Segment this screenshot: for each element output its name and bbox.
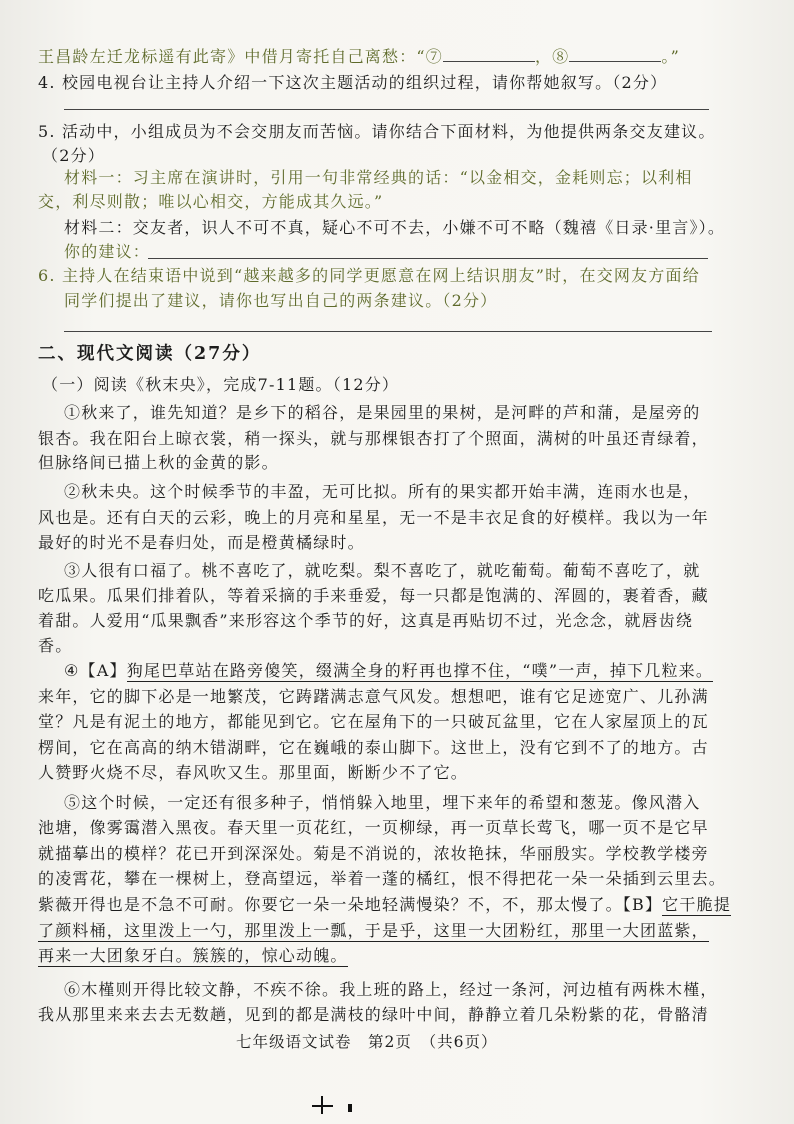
underlined-sentence-a: 狗尾巴草站在路旁傻笑，缀满全身的籽再也撑不住，“噗”一声，掉下几粒来。 — [126, 661, 714, 680]
registration-mark-dot — [348, 1104, 352, 1112]
underlined-sentence-b-mid: 了颜料桶，这里泼上一勺，那里泼上一瓢，于是乎，这里一大团粉红，那里一大团蓝紫， — [38, 921, 709, 940]
q3-text-c: 。” — [661, 47, 680, 66]
material-1-line-1: 材料一：习主席在演讲时，引用一句非常经典的话：“以金相交，金耗则忘；以利相 — [64, 168, 693, 187]
para-4-line-5: 人赞野火烧不尽，春风吹又生。那里面，断断少不了它。 — [38, 763, 469, 782]
para-1-line-1: ①秋来了，谁先知道？是乡下的稻谷，是果园里的果树，是河畔的芦和蒲，是屋旁的 — [64, 403, 701, 422]
answer-line-q4[interactable] — [64, 109, 709, 110]
para-5-line-5: 紫薇开得也是不急不可耐。你要它一朵一朵地轻满慢染？不，不，那太慢了。【B】它干脆提 — [38, 895, 731, 914]
para-5-line-4: 的凌霄花，攀在一棵树上，登高望远，举着一蓬的橘红，恨不得把花一朵一朵插到云里去。 — [38, 869, 727, 888]
question-6-line-1: 6. 主持人在结束语中说到“越来越多的同学更愿意在网上结识朋友”时，在交网友方面给 — [38, 266, 700, 285]
para-2-line-1: ②秋未央。这个时候季节的丰盈，无可比拟。所有的果实都开始丰满，连雨水也是， — [64, 482, 701, 501]
page-footer: 七年级语文试卷 第2页 （共6页） — [236, 1033, 498, 1051]
registration-mark-vertical — [321, 1096, 323, 1114]
para-5-line-7 — [38, 945, 348, 967]
question-6-line-2: 同学们提出了建议，请你也写出自己的两条建议。（2分） — [64, 291, 498, 310]
para-3-line-4: 香。 — [38, 636, 73, 655]
section-2-heading: 二、现代文阅读（27分） — [38, 344, 262, 364]
para-2-line-2: 风也是。还有白天的云彩，晚上的月亮和星星，无一不是丰衣足食的好模样。我以为一年 — [38, 508, 709, 527]
suggestion-label: 你的建议： — [64, 242, 151, 261]
material-1-line-2: 交，利尽则散；唯以心相交，方能成其久远。” — [38, 192, 384, 211]
para-6-line-2: 我从那里来来去去无数趟，见到的都是满枝的绿叶中间，静静立着几朵粉紫的花，骨骼清 — [38, 1005, 709, 1024]
answer-blank-8[interactable] — [569, 47, 661, 62]
para-4-line-3: 堂？凡是有泥土的地方，都能见到它。它在屋角下的一只破瓦盆里，它在人家屋顶上的瓦 — [38, 712, 709, 731]
para-6-line-1: ⑥木槿则开得比较文静，不疾不徐。我上班的路上，经过一条河，河边植有两株木槿， — [64, 980, 718, 999]
material-2: 材料二：交友者，识人不可不真，疑心不可不去，小嫌不可不略（魏禧《日录·里言》）。 — [64, 218, 726, 237]
para-3-line-3: 着甜。人爱用“瓜果飘香”来形容这个季节的好，这真是再贴切不过，光念念，就唇齿绕 — [38, 611, 694, 630]
para-4-line-1: ④【A】狗尾巴草站在路旁傻笑，缀满全身的籽再也撑不住，“噗”一声，掉下几粒来。 — [64, 661, 714, 680]
q3-text-b: ，⑧ — [534, 47, 570, 66]
para-5-line-1: ⑤这个时候，一定还有很多种子，悄悄躲入地里，埋下来年的希望和葱茏。像风潜入 — [64, 793, 701, 812]
answer-line-q6[interactable] — [64, 331, 712, 332]
para-3-line-2: 吃瓜果。瓜果们排着队，等着采摘的手来垂爱，每一只都是饱满的、浑圆的，裹着香，藏 — [38, 586, 709, 605]
answer-line-q5[interactable] — [148, 258, 708, 259]
answer-blank-7[interactable] — [443, 47, 535, 62]
underlined-sentence-b-start: 它干脆提 — [662, 895, 731, 914]
para-1-line-2: 银杏。我在阳台上晾衣裳，稍一探头，就与那棵银杏打了个照面，满树的叶虽还青绿着， — [38, 429, 709, 448]
q3-text-a: 王昌龄左迁龙标遥有此寄》中借月寄托自己离愁：“⑦ — [38, 47, 443, 66]
para-1-line-3: 但脉络间已描上秋的金黄的影。 — [38, 453, 279, 472]
para-2-line-3: 最好的时光不是春归处，而是橙黄橘绿时。 — [38, 533, 365, 552]
question-5: 5. 活动中，小组成员为不会交朋友而苦恼。请你结合下面材料，为他提供两条交友建议。 — [38, 122, 716, 141]
question-5-score: （2分） — [42, 146, 105, 165]
para-4-line-4: 楞间，它在高高的纳木错湖畔，它在巍峨的泰山脚下。这世上，没有它到不了的地方。古 — [38, 738, 709, 757]
para-5-line-2: 池塘，像雾霭潜入黑夜。春天里一页花红，一页柳绿，再一页草长莺飞，哪一页不是它早 — [38, 818, 709, 837]
para-3-line-1: ③人很有口福了。桃不喜吃了，就吃梨。梨不喜吃了，就吃葡萄。葡萄不喜吃了，就 — [64, 561, 701, 580]
para-4-line-2: 来年，它的脚下必是一地繁茂，它踌躇满志意气风发。想想吧，谁有它足迹宽广、儿孙满 — [38, 687, 709, 706]
q3-continuation — [38, 46, 680, 68]
underlined-sentence-b-end: 再来一大团象牙白。簇簇的，惊心动魄。 — [38, 946, 348, 965]
para-5-line-6 — [38, 920, 709, 942]
para-5-line-3: 就描摹出的模样？花已开到深深处。菊是不消说的，浓妆艳抹，华丽殷实。学校教学楼旁 — [38, 844, 709, 863]
question-4: 4. 校园电视台让主持人介绍一下这次主题活动的组织过程，请你帮她叙写。（2分） — [38, 73, 668, 92]
reading-1-instruction: （一）阅读《秋末央》，完成7-11题。（12分） — [42, 375, 400, 394]
